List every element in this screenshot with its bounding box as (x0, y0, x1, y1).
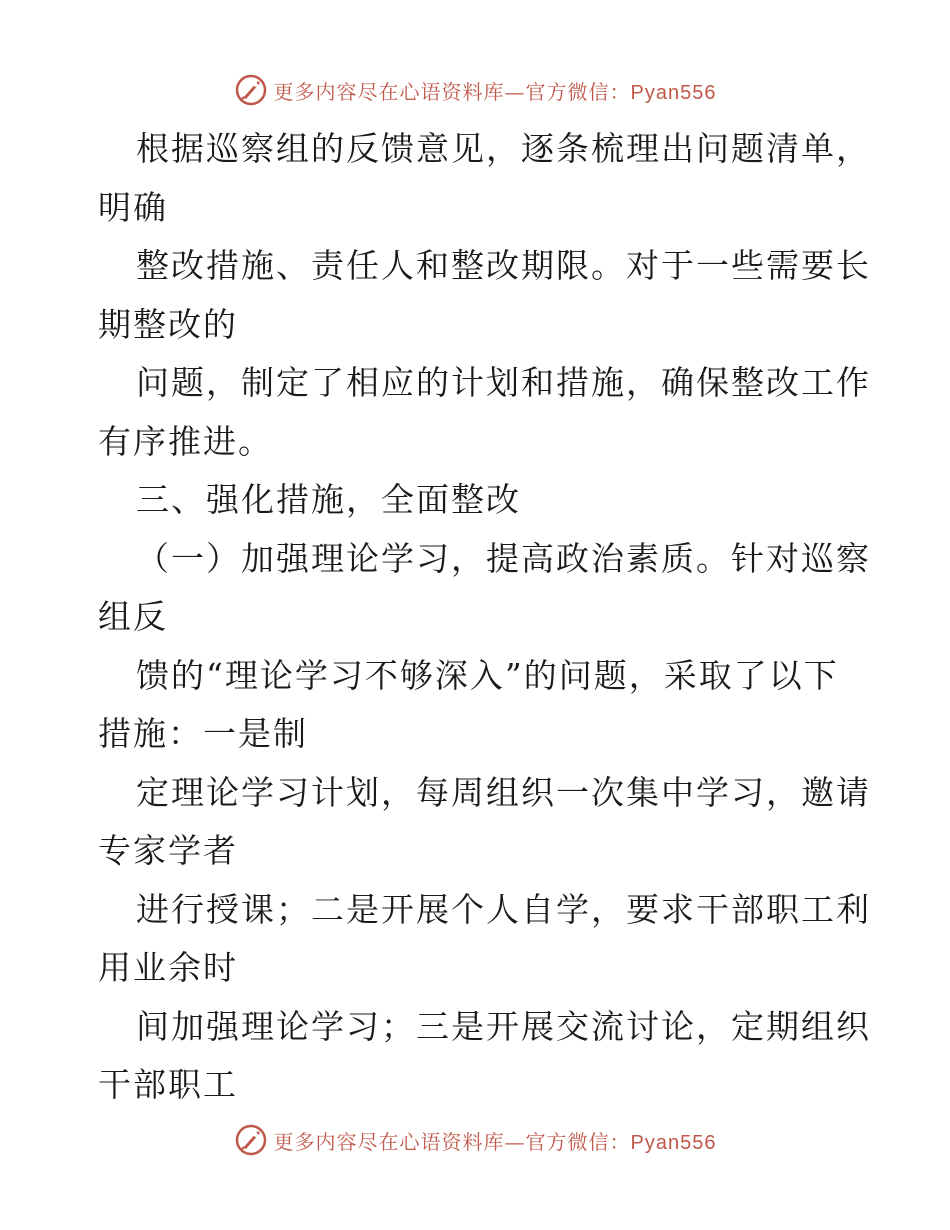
body-line: 有序推进。 (98, 421, 273, 461)
watermark-wechat-label: 官方微信： (525, 79, 631, 104)
body-line: 进行授课；二是开展个人自学，要求干部职工利 (136, 889, 871, 929)
body-line: 定理论学习计划，每周组织一次集中学习，邀请 (136, 772, 871, 812)
quill-seal-icon (234, 73, 268, 107)
watermark-separator: — (504, 79, 526, 104)
body-line: 专家学者 (98, 831, 238, 870)
footer-watermark (0, 1120, 950, 1160)
watermark-text (274, 1126, 717, 1155)
document-body (98, 120, 871, 1115)
section-heading: 三、强化措施，全面整改 (136, 480, 521, 519)
subsection-heading: （一）加强理论学习，提高政治素质。针对巡察 (136, 538, 871, 578)
watermark-wechat-label: 官方微信： (525, 1129, 631, 1154)
body-line: 问题，制定了相应的计划和措施，确保整改工作 (136, 363, 871, 402)
body-line: 整改措施、责任人和整改期限。对于一些需要长 (136, 246, 871, 285)
body-line: 根据巡察组的反馈意见，逐条梳理出问题清单， (136, 129, 871, 168)
body-line: 间加强理论学习；三是开展交流讨论，定期组织 (136, 1006, 871, 1046)
watermark-text (274, 76, 717, 105)
quill-seal-icon (234, 1123, 268, 1157)
body-line: 用业余时 (98, 948, 238, 987)
watermark-brand: 更多内容尽在心语资料库 (273, 79, 505, 104)
body-line: 馈的“理论学习不够深入”的问题，采取了以下 (136, 655, 839, 695)
watermark-wechat-id: Pyan556 (630, 81, 717, 104)
watermark-separator: — (504, 1129, 526, 1154)
header-watermark (0, 70, 950, 110)
body-line: 期整改的 (98, 304, 238, 344)
body-line: 明确 (98, 187, 168, 227)
body-line: 组反 (98, 597, 168, 636)
watermark-wechat-id: Pyan556 (630, 1131, 717, 1154)
watermark-brand: 更多内容尽在心语资料库 (273, 1129, 505, 1154)
body-line: 干部职工 (98, 1065, 238, 1104)
body-line: 措施：一是制 (98, 714, 308, 753)
